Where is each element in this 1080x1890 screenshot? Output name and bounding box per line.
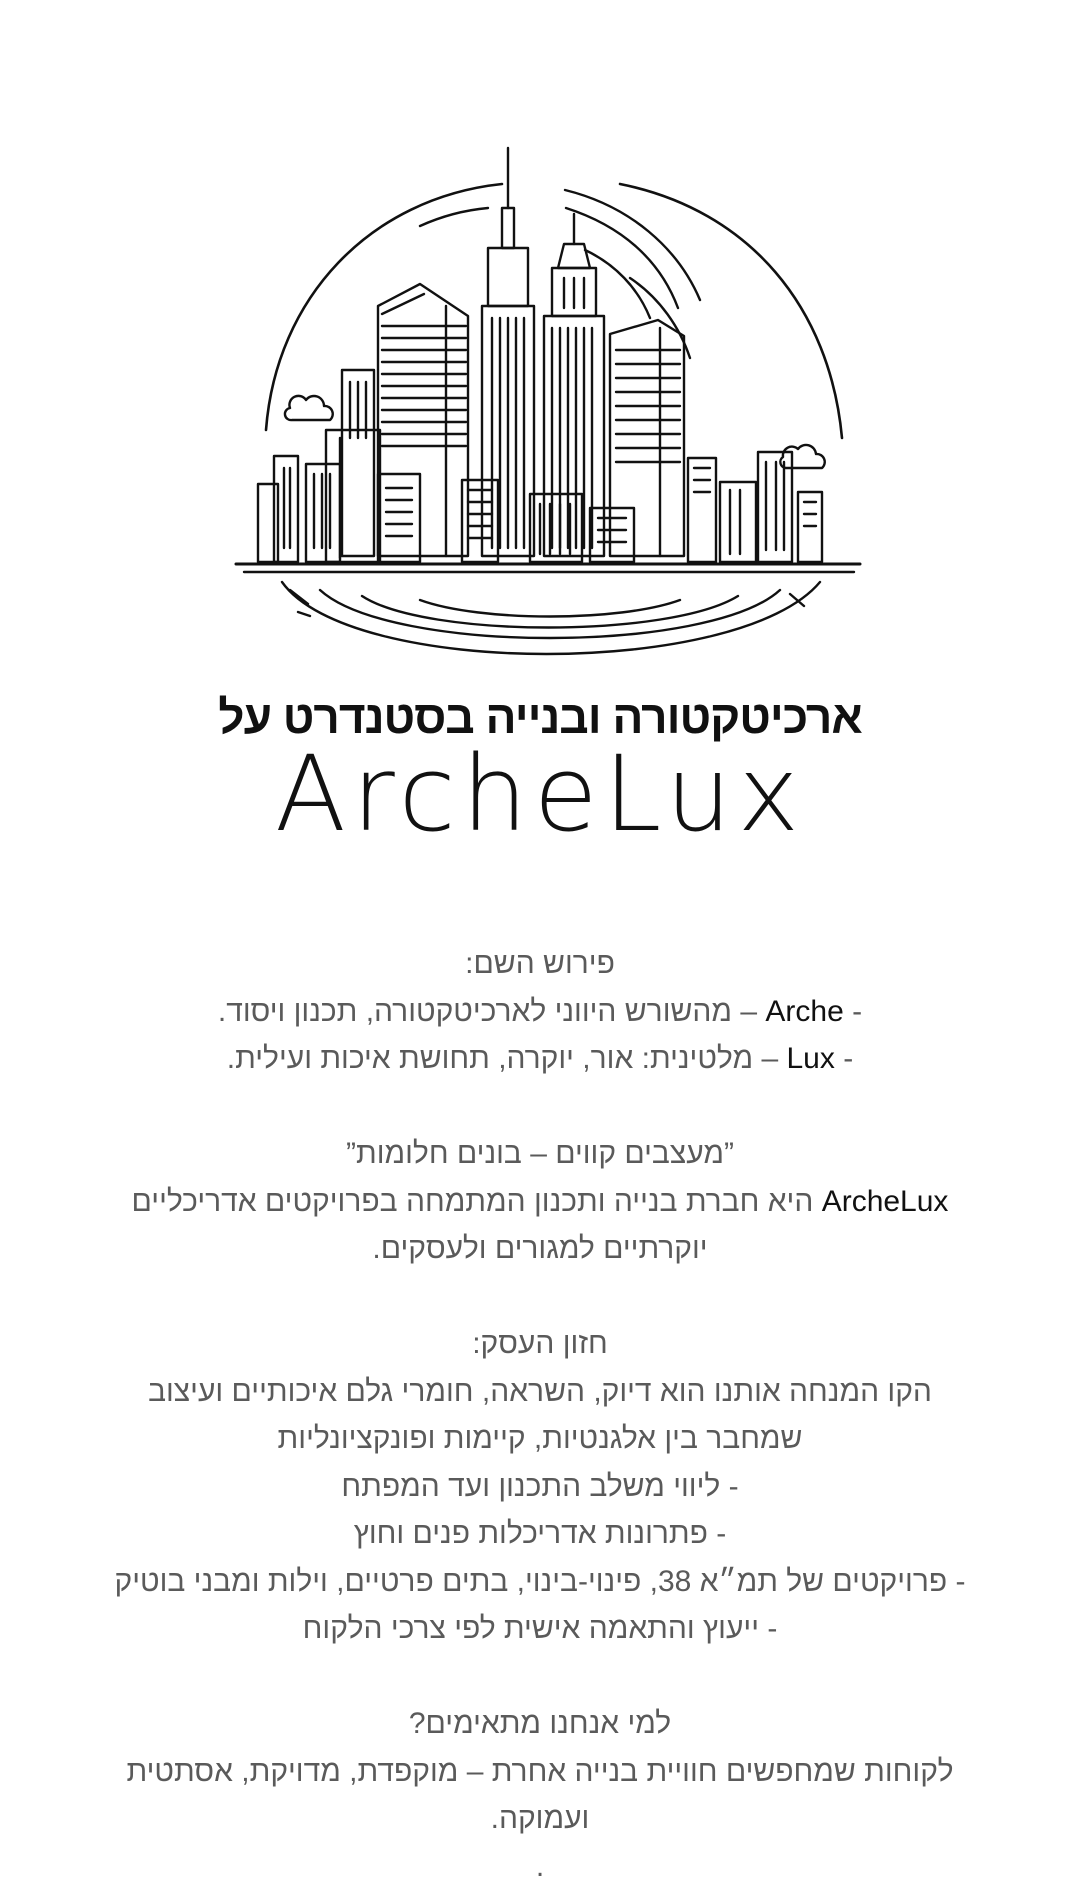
- name-meaning-lux: [100, 1035, 980, 1083]
- arche-text: – מהשורש היווני לארכיטקטורה, תכנון ויסוד.: [218, 995, 766, 1028]
- lux-word: Lux: [786, 1042, 834, 1075]
- vision-heading: חזון העסק:: [100, 1320, 980, 1368]
- cloud-left-icon: [285, 396, 333, 420]
- vision-item: - פרויקטים של תמ״א 38, פינוי-בינוי, בתים פרטיים, וילות ומבני בוטיק: [100, 1558, 980, 1606]
- trailing-dot: .: [100, 1843, 980, 1890]
- vision-item: - ייעוץ והתאמה אישית לפי צרכי הלקוח: [100, 1605, 980, 1653]
- spacer: [100, 1083, 980, 1131]
- tagline: ארכיטקטורה ובנייה בסטנדרט על: [0, 690, 1080, 744]
- audience-text: לקוחות שמחפשים חוויית בנייה אחרת – מוקפדת, מדויקת, אסתטית ועמוקה.: [100, 1748, 980, 1843]
- name-meaning-arche: [100, 988, 980, 1036]
- about-description: היא חברת בנייה ותכנון המתמחה בפרויקטים אדריכליים יוקרתיים למגורים ולעסקים.: [132, 1185, 822, 1266]
- arche-word: Arche: [765, 995, 843, 1028]
- about-text: [100, 1178, 980, 1273]
- slogan: ”מעצבים קווים – בונים חלומות”: [100, 1130, 980, 1178]
- description: [100, 940, 980, 1890]
- vision-intro: הקו המנחה אותנו הוא דיוק, השראה, חומרי גלם איכותיים ועיצוב שמחבר בין אלגנטיות, קיימות ופונקציונליות: [100, 1368, 980, 1463]
- cloud-right-icon: [780, 445, 824, 468]
- arche-dash: -: [844, 995, 862, 1028]
- lux-dash: -: [835, 1042, 853, 1075]
- about-brand: ArcheLux: [822, 1185, 949, 1218]
- spacer: [100, 1273, 980, 1321]
- vision-item: - ליווי משלב התכנון ועד המפתח: [100, 1463, 980, 1511]
- city-skyline-logo: [230, 138, 870, 698]
- vision-item: - פתרונות אדריכלות פנים וחוץ: [100, 1510, 980, 1558]
- spacer: [100, 1653, 980, 1701]
- lux-text: – מלטינית: אור, יוקרה, תחושת איכות ועילית.: [227, 1042, 787, 1075]
- name-meaning-heading: פירוש השם:: [100, 940, 980, 988]
- audience-heading: למי אנחנו מתאימים?: [100, 1700, 980, 1748]
- brand-name: ArcheLux: [0, 742, 1080, 846]
